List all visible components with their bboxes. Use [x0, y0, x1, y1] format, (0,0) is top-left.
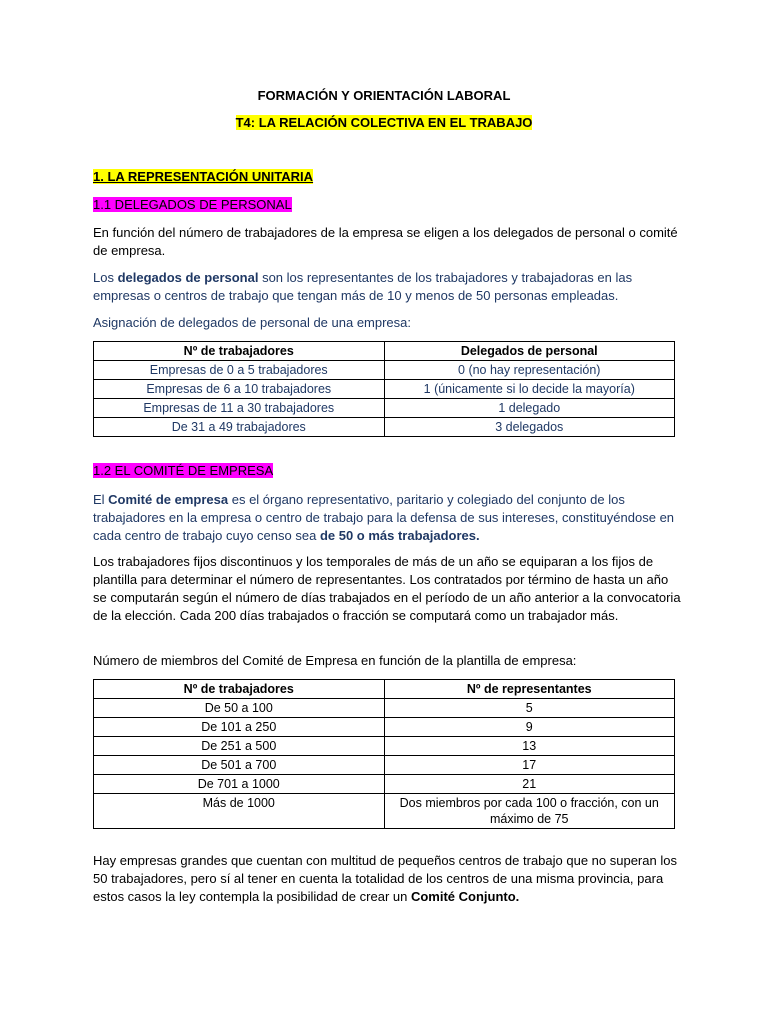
committee-table [93, 679, 675, 829]
table-cell: De 251 a 500 [94, 737, 385, 756]
delegates-table [93, 341, 675, 437]
table-cell: 13 [384, 737, 675, 756]
paragraph-2-pre: Los [93, 270, 118, 285]
paragraph-7-bold: Comité Conjunto. [410, 889, 520, 904]
table-cell: De 101 a 250 [94, 718, 385, 737]
table-cell: De 31 a 49 trabajadores [94, 418, 385, 437]
table-header-cell: Delegados de personal [384, 342, 675, 361]
table-header-cell: Nº de trabajadores [94, 680, 385, 699]
paragraph-4-bold2: de 50 o más trabajadores. [319, 528, 480, 543]
paragraph-2-post: son los representantes de los trabajadores y trabajadoras en las empresas o centros de trabajo que tengan más de 10 y menos de 50 personas empleadas. [93, 270, 633, 303]
table-cell: 17 [384, 756, 675, 775]
table-cell: 9 [384, 718, 675, 737]
table-row [94, 775, 675, 794]
paragraph-4-pre: El [93, 492, 109, 507]
table-cell: 3 delegados [384, 418, 675, 437]
table-cell: De 701 a 1000 [94, 775, 385, 794]
paragraph-6: Número de miembros del Comité de Empresa en función de la plantilla de empresa: [93, 653, 577, 668]
table-header-cell: Nº de trabajadores [94, 342, 385, 361]
table-cell: Más de 1000 [94, 794, 385, 829]
table-cell: De 50 a 100 [94, 699, 385, 718]
table-row [94, 737, 675, 756]
table-cell: 1 (únicamente si lo decide la mayoría) [384, 380, 675, 399]
paragraph-1: En función del número de trabajadores de la empresa se eligen a los delegados de personal o comité de empresa. [93, 225, 678, 258]
paragraph-2-bold: delegados de personal [117, 270, 259, 285]
paragraph-3: Asignación de delegados de personal de una empresa: [93, 315, 412, 330]
table-cell: Dos miembros por cada 100 o fracción, con un máximo de 75 [384, 794, 675, 829]
table-cell: 21 [384, 775, 675, 794]
paragraph-5: Los trabajadores fijos discontinuos y los temporales de más de un año se equiparan a los fijos de plantilla para determinar el número de representantes. Los contratados por término de hasta un año se computarán según el número de días trabajados en el período de un año anterior a la convocatoria de la elección. Cada 200 días trabajados o fracción se computará como un trabajador más. [93, 554, 681, 623]
table-header-row [94, 342, 675, 361]
paragraph-2 [93, 269, 683, 305]
section-1-heading [93, 169, 313, 184]
table-row [94, 399, 675, 418]
paragraph-7-pre: Hay empresas grandes que cuentan con multitud de pequeños centros de trabajo que no superan los 50 trabajadores, pero sí al tener en cuenta la totalidad de los centros de una misma provincia, para estos casos la ley contempla la posibilidad de crear un [93, 853, 677, 904]
table-header-cell: Nº de representantes [384, 680, 675, 699]
section-1-2-highlight: 1.2 EL COMITÉ DE EMPRESA [93, 463, 274, 478]
table-header-row [94, 680, 675, 699]
table-row [94, 418, 675, 437]
document-subtitle [0, 115, 768, 130]
table-cell: De 501 a 700 [94, 756, 385, 775]
table-row [94, 756, 675, 775]
document-title: FORMACIÓN Y ORIENTACIÓN LABORAL [257, 88, 511, 103]
table-cell: 1 delegado [384, 399, 675, 418]
table-row [94, 380, 675, 399]
table-row [94, 361, 675, 380]
section-1-2-heading [93, 463, 273, 478]
table-cell: Empresas de 0 a 5 trabajadores [94, 361, 385, 380]
subtitle-highlight: T4: LA RELACIÓN COLECTIVA EN EL TRABAJO [235, 115, 533, 130]
paragraph-4 [93, 491, 683, 545]
section-1-highlight: 1. LA REPRESENTACIÓN UNITARIA [93, 169, 314, 184]
paragraph-4-mid: es el órgano representativo, paritario y colegiado del conjunto de los trabajadores en la empresa o centro de trabajo para la defensa de sus intereses, constituyéndose en cada centro de trabajo cuyo censo sea [93, 492, 675, 543]
table-cell: Empresas de 6 a 10 trabajadores [94, 380, 385, 399]
table-row [94, 699, 675, 718]
table-cell: 5 [384, 699, 675, 718]
section-1-1-heading [93, 197, 292, 212]
table-cell: Empresas de 11 a 30 trabajadores [94, 399, 385, 418]
paragraph-7 [93, 852, 683, 906]
table-row [94, 794, 675, 829]
table-row [94, 718, 675, 737]
table-cell: 0 (no hay representación) [384, 361, 675, 380]
section-1-1-highlight: 1.1 DELEGADOS DE PERSONAL [93, 197, 292, 212]
paragraph-4-bold: Comité de empresa [108, 492, 229, 507]
